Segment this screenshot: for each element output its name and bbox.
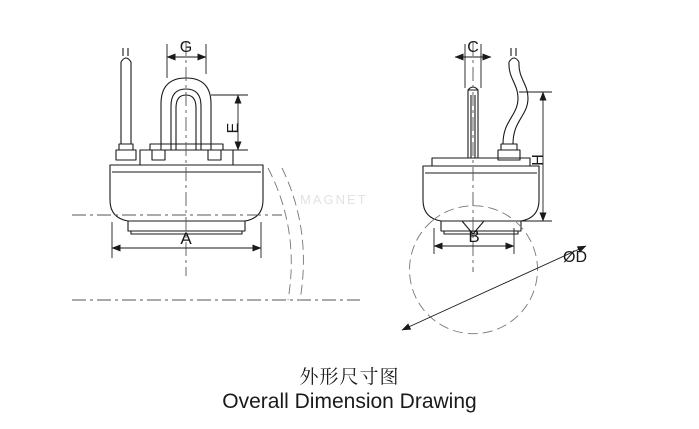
dimension-E	[211, 95, 248, 150]
dimension-label-G: G	[179, 39, 193, 56]
front-view-center-lines	[72, 42, 360, 300]
dimension-H	[519, 92, 552, 221]
dimension-label-A: A	[180, 229, 192, 248]
dimension-label-H: H	[530, 154, 547, 166]
caption-english: Overall Dimension Drawing	[222, 390, 477, 413]
dimension-G	[167, 39, 206, 78]
dimension-label-B: B	[468, 227, 480, 246]
dimension-label-C: C	[467, 39, 479, 56]
watermark-text: MAGNET	[300, 192, 368, 207]
dimension-label-E: E	[225, 122, 242, 134]
dimension-D	[402, 246, 587, 330]
dimension-A	[112, 222, 261, 258]
dimension-label-D: ØD	[563, 249, 587, 266]
front-view-geometry	[110, 48, 263, 234]
caption-chinese: 外形尺寸图	[299, 367, 400, 388]
front-view-swing-arc	[268, 168, 303, 300]
side-view-swing-circle	[410, 206, 538, 334]
